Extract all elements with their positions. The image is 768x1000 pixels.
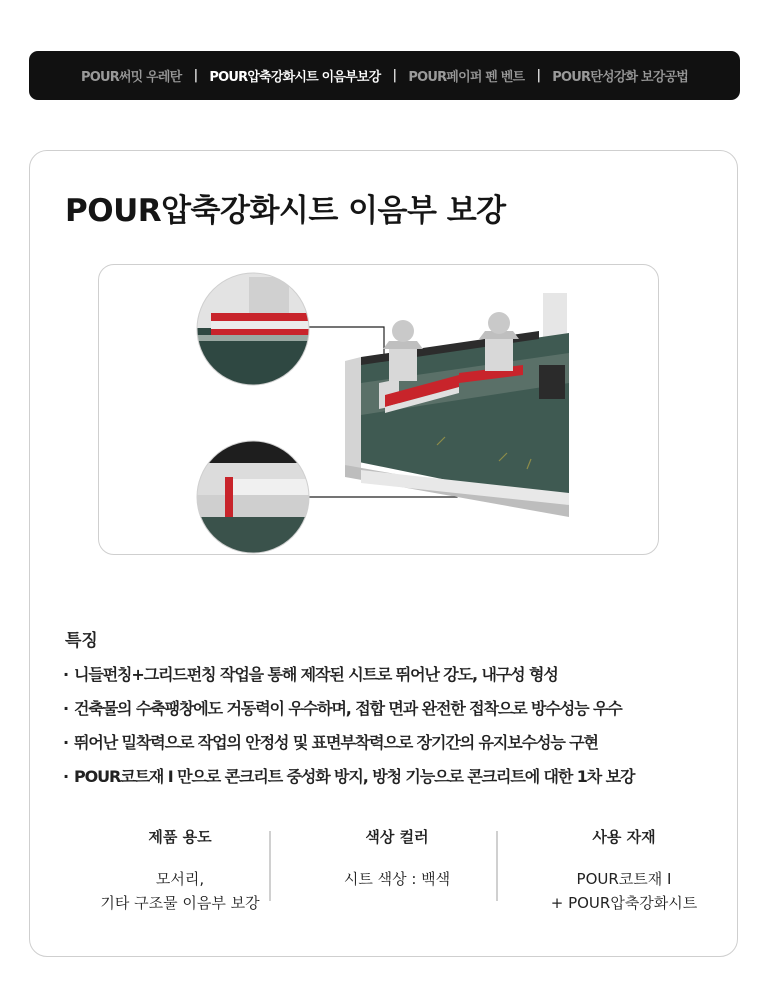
- feature-item: [63, 760, 634, 794]
- joint-reinforcement-diagram: [99, 265, 659, 555]
- spec-table: [30, 825, 737, 925]
- feature-item: [63, 692, 634, 726]
- bullet: ·: [63, 767, 68, 786]
- feature-text: 뛰어난 밀착력으로 작업의 안정성 및 표면부착력으로 장기간의 유지보수성능 구현: [73, 733, 598, 752]
- nav-item-summit-urethane[interactable]: POUR써밋 우레탄: [80, 70, 182, 85]
- features-list: [63, 658, 634, 794]
- top-navigation: [29, 51, 740, 100]
- feature-text: 니들펀칭+그리드펀칭 작업을 통해 제작된 시트로 뛰어난 강도, 내구성 형성: [73, 665, 558, 684]
- spec-material-line2: + POUR압축강화시트: [550, 894, 698, 912]
- spec-divider: [269, 831, 271, 901]
- spec-material: [514, 825, 734, 915]
- nav-separator: |: [536, 68, 541, 83]
- spec-divider: [496, 831, 498, 901]
- spec-usage-head: 제품 용도: [148, 828, 212, 846]
- spec-color-line1: 시트 색상 : 백색: [343, 870, 451, 888]
- product-card: [29, 150, 738, 957]
- features-heading: 특징: [65, 631, 98, 651]
- spec-usage-line2: 기타 구조물 이음부 보강: [100, 894, 260, 912]
- nav-item-elastic-reinforcement[interactable]: POUR탄성강화 보강공법: [552, 70, 689, 85]
- bullet: ·: [63, 699, 68, 718]
- nav-separator: |: [392, 68, 397, 83]
- nav-item-compression-sheet[interactable]: POUR압축강화시트 이음부보강: [209, 70, 381, 85]
- spec-usage-value: [70, 867, 290, 915]
- spec-material-line1: POUR코트재 I: [576, 870, 672, 888]
- product-illustration: [98, 264, 659, 555]
- nav-separator: |: [193, 68, 198, 83]
- spec-color-value: [287, 867, 507, 891]
- spec-color-head: 색상 컬러: [365, 828, 429, 846]
- spec-material-value: [514, 867, 734, 915]
- spec-usage-line1: 모서리,: [155, 870, 205, 888]
- nav-item-paper-pen-vent[interactable]: POUR페이퍼 펜 벤트: [408, 70, 525, 85]
- spec-usage: [70, 825, 290, 915]
- feature-text: 건축물의 수축팽창에도 거동력이 우수하며, 접합 면과 완전한 접착으로 방수성능 우수: [73, 699, 622, 718]
- spec-color: [287, 825, 507, 891]
- spec-material-head: 사용 자재: [592, 828, 656, 846]
- feature-item: [63, 726, 634, 760]
- bullet: ·: [63, 733, 68, 752]
- feature-text: POUR코트재 I 만으로 콘크리트 중성화 방지, 방청 기능으로 콘크리트에 대한 1차 보강: [73, 767, 635, 786]
- page-title: POUR압축강화시트 이음부 보강: [65, 193, 506, 229]
- feature-item: [63, 658, 634, 692]
- bullet: ·: [63, 665, 68, 684]
